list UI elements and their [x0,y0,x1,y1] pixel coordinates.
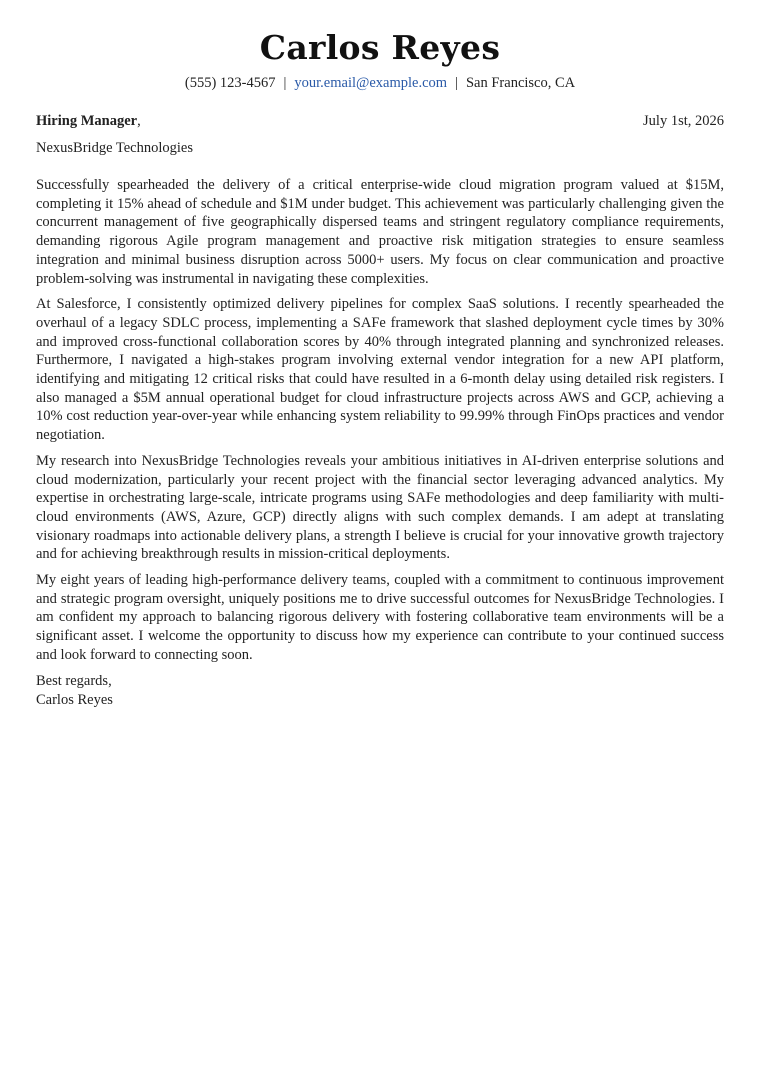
email-link[interactable]: your.email@example.com [294,75,448,91]
paragraph-4: My eight years of leading high-performance delivery teams, coupled with a commitment to continuous improvement and strategic program oversight, uniquely positions me to drive successful outcomes for NexusBridge Technologies. I am confident my approach to balancing rigorous delivery with fostering collaborative team environments will be a significant asset. I welcome the opportunity to discuss how my experience can contribute to your continued success and look forward to connecting soon. [36,572,724,663]
paragraph-3: My research into NexusBridge Technologies reveals your ambitious initiatives in AI-driven enterprise solutions and cloud modernization, particularly your recent project with the financial sector leveraging advanced analytics. My expertise in orchestrating large-scale, intricate programs using SAFe methodologies and deep familiarity with multi-cloud environments (AWS, Azure, GCP) directly aligns with such complex demands. I am adept at translating visionary roadmaps into actionable delivery plans, a strength I believe is crucial for your innovative growth trajectory and for achieving breakthrough results in mission-critical deployments. [36,452,724,563]
recipient [36,112,141,130]
recipient-date-row [36,112,724,130]
closing-salutation: Best regards, [36,672,112,689]
applicant-name: Carlos Reyes [259,28,501,67]
recipient-suffix: , [137,113,141,129]
location: San Francisco, CA [465,75,576,91]
letter-body [36,176,724,665]
contact-separator: | [283,75,287,91]
contact-separator: | [455,75,458,91]
closing-block [36,672,724,710]
company-name: NexusBridge Technologies [36,140,193,156]
phone-number: (555) 123-4567 [184,75,276,91]
letter-date: July 1st, 2026 [643,113,724,129]
contact-line [36,74,724,92]
paragraph-1: Successfully spearheaded the delivery of a critical enterprise-wide cloud migration program valued at $15M, completing it 15% ahead of schedule and $1M under budget. This achievement was particularly challenging given the concurrent management of five geographically dispersed teams and stringent regulatory compliance requirements, demanding rigorous Agile program management and proactive risk mitigation strategies to ensure seamless integration and minimal business disruption across 5000+ users. My focus on clear communication and proactive problem-solving was instrumental in navigating these complexities. [36,177,724,287]
recipient-name: Hiring Manager [36,113,138,129]
signature-name: Carlos Reyes [36,691,113,708]
paragraph-2: At Salesforce, I consistently optimized delivery pipelines for complex SaaS solutions. I recently spearheaded the overhaul of a legacy SDLC process, implementing a SAFe framework that slashed deployment cycle times by 30% and improved cross-functional collaboration scores by 40% through integrated planning and synchronized releases. Furthermore, I navigated a high-stakes program involving external vendor integration for a new API platform, identifying and mitigating 12 critical risks that could have resulted in a 6-month delay using detailed risk registers. I also managed a $5M annual operational budget for cloud infrastructure projects across AWS and GCP, achieving a 10% cost reduction year-over-year while enhancing system reliability to 99.99% through FinOps practices and vendor negotiation. [36,296,724,444]
